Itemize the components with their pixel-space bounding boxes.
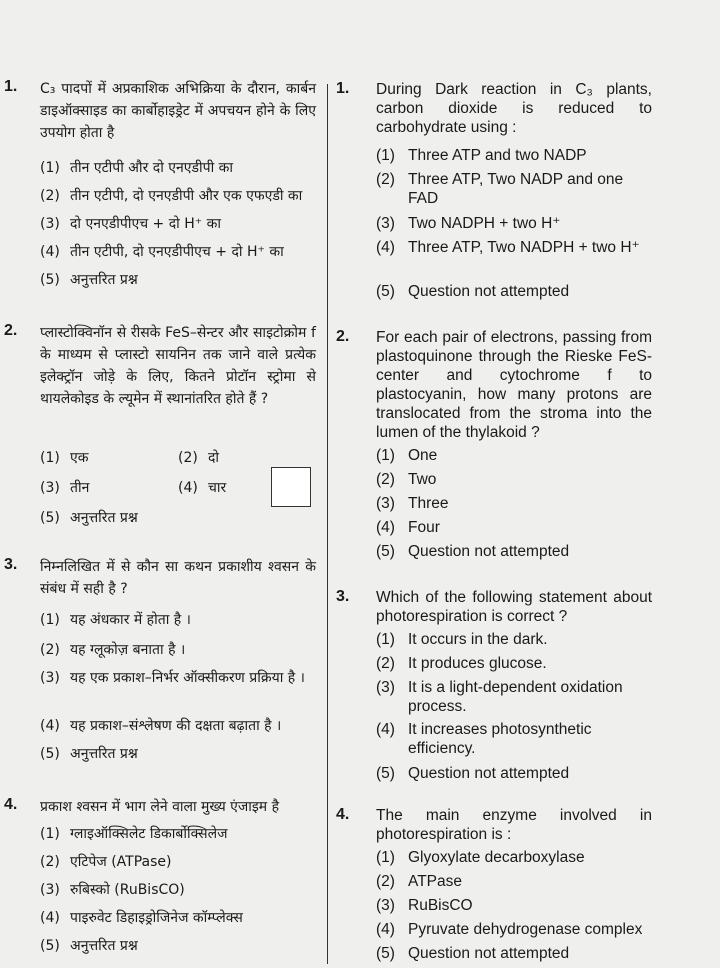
option-label: (2)	[40, 642, 60, 658]
option-text: Glyoxylate decarboxylase	[408, 849, 585, 866]
option-label: (4)	[376, 921, 395, 938]
option	[40, 158, 316, 178]
option	[40, 640, 316, 660]
option-label: (2)	[376, 471, 395, 488]
option	[40, 508, 316, 528]
option-text: It increases photosynthetic efficiency.	[408, 721, 592, 757]
option-text: दो एनएडीपीएच + दो H⁺ का	[70, 216, 221, 232]
option-label: (4)	[178, 480, 198, 496]
option	[376, 764, 652, 783]
option-text: अनुत्तरित प्रश्न	[70, 746, 138, 762]
question-number: 4.	[336, 806, 350, 823]
option	[376, 542, 652, 561]
column-divider	[327, 84, 328, 964]
option	[376, 446, 652, 465]
question-number: 1.	[4, 78, 18, 95]
option-label: (1)	[376, 147, 395, 164]
option-text: It produces glucose.	[408, 655, 547, 672]
option-text: ग्लाइऑक्सिलेट डिकार्बोक्सिलेज	[70, 826, 228, 842]
option-label: (1)	[40, 450, 60, 466]
option	[40, 478, 180, 498]
option-text: Three ATP and two NADP	[408, 147, 587, 164]
question-text: C₃ पादपों में अप्रकाशिक अभिक्रिया के दौरान, कार्बन डाइऑक्साइड का कार्बोहाइड्रेट में अपचयन होने के लिए उपयोग होता है	[40, 81, 316, 141]
question-text: The main enzyme involved in photorespiration is :	[376, 807, 652, 843]
option-label: (4)	[376, 519, 395, 536]
option	[376, 872, 652, 891]
option	[376, 848, 652, 867]
option	[40, 852, 316, 872]
option	[40, 214, 316, 234]
option-label: (5)	[40, 272, 60, 288]
option-label: (2)	[40, 188, 60, 204]
question-number: 2.	[336, 328, 350, 345]
option-text: Three	[408, 495, 449, 512]
option-label: (2)	[376, 655, 395, 672]
option-text: तीन एटीपी और दो एनएडीपी का	[70, 160, 234, 176]
option-label: (3)	[376, 495, 395, 512]
option-label: (1)	[376, 631, 395, 648]
option-text: Question not attempted	[408, 543, 570, 560]
option-text: रुबिस्को (RuBisCO)	[70, 882, 185, 898]
question-number: 3.	[336, 588, 350, 605]
question-number: 3.	[4, 556, 18, 573]
option-text: पाइरुवेट डिहाइड्रोजिनेज कॉम्प्लेक्स	[70, 910, 243, 926]
option-text: यह अंधकार में होता है ।	[70, 612, 191, 628]
option	[376, 654, 652, 673]
option	[376, 282, 652, 301]
option-label: (3)	[376, 897, 395, 914]
option-text: यह प्रकाश–संश्लेषण की दक्षता बढ़ाता है ।	[70, 718, 282, 734]
option	[376, 720, 652, 758]
question-text: निम्नलिखित में से कौन सा कथन प्रकाशीय श्वसन के संबंध में सही है ?	[40, 559, 316, 597]
option-text: एक	[70, 450, 89, 466]
option-text: Three ATP, Two NADP and one FAD	[408, 171, 624, 207]
question-text: प्लास्टोक्विनॉन से रीसके FeS–सेन्टर और साइटोक्रोम f के माध्यम से प्लास्टो सायनिन तक जाने वाले प्रत्येक इलेक्ट्रॉन जोड़े के लिए, कितने प्रोटॉन स्ट्रोमा से थायलेकोइड के ल्यूमेन में स्थानांतरित होते हैं ?	[40, 325, 316, 407]
option	[40, 448, 180, 468]
option-label: (3)	[376, 679, 395, 696]
option	[376, 944, 652, 963]
option-label: (1)	[40, 612, 60, 628]
option-label: (1)	[376, 849, 395, 866]
option-text: तीन एटीपी, दो एनएडीपीएच + दो H⁺ का	[70, 244, 284, 260]
option	[376, 896, 652, 915]
option-text: It is a light-dependent oxidation process.	[408, 679, 623, 715]
option	[376, 214, 652, 233]
option	[376, 920, 652, 939]
option	[40, 908, 316, 928]
option-label: (3)	[40, 882, 60, 898]
option-text: एटिपेज (ATPase)	[70, 854, 172, 870]
option-label: (2)	[376, 873, 395, 890]
option	[40, 880, 316, 900]
option	[178, 448, 318, 468]
option	[40, 716, 316, 736]
option-label: (2)	[40, 854, 60, 870]
option-text: चार	[208, 480, 227, 496]
option	[40, 824, 316, 844]
option	[40, 242, 316, 262]
option	[40, 668, 316, 688]
option	[40, 936, 316, 956]
question-text: प्रकाश श्वसन में भाग लेने वाला मुख्य एंजाइम है	[40, 799, 280, 815]
question-text: Which of the following statement about photorespiration is correct ?	[376, 589, 652, 625]
option	[376, 146, 652, 165]
option	[376, 494, 652, 513]
option-text: अनुत्तरित प्रश्न	[70, 272, 138, 288]
option	[40, 744, 316, 764]
question-number: 1.	[336, 80, 350, 97]
option-label: (5)	[376, 543, 395, 560]
option-text: RuBisCO	[408, 897, 473, 914]
option-label: (5)	[40, 938, 60, 954]
option-label: (5)	[376, 283, 395, 300]
option-label: (3)	[40, 480, 60, 496]
option-label: (3)	[40, 216, 60, 232]
option-text: Question not attempted	[408, 765, 570, 782]
option-label: (3)	[376, 215, 395, 232]
option-text: Question not attempted	[408, 945, 570, 962]
question-number: 4.	[4, 796, 18, 813]
option-text: यह एक प्रकाश–निर्भर ऑक्सीकरण प्रक्रिया है ।	[70, 670, 305, 686]
option	[40, 610, 316, 630]
option-text: अनुत्तरित प्रश्न	[70, 510, 138, 526]
option-label: (2)	[178, 450, 198, 466]
option-text: One	[408, 447, 438, 464]
option-text: अनुत्तरित प्रश्न	[70, 938, 138, 954]
option	[376, 238, 652, 257]
option	[376, 170, 652, 208]
option	[376, 470, 652, 489]
option-label: (2)	[376, 171, 395, 188]
option-text: It occurs in the dark.	[408, 631, 548, 648]
option-label: (3)	[40, 670, 60, 686]
option	[376, 518, 652, 537]
option-text: तीन एटीपी, दो एनएडीपी और एक एफएडी का	[70, 188, 303, 204]
option-label: (5)	[40, 746, 60, 762]
qr-code-image	[271, 467, 311, 507]
option-label: (4)	[40, 244, 60, 260]
question-text: During Dark reaction in C₃ plants, carbon dioxide is reduced to carbohydrate using :	[376, 81, 652, 136]
option-text: दो	[208, 450, 220, 466]
question-text: For each pair of electrons, passing from plastoquinone through the Rieske FeS-center and cytochrome f to plastocyanin, how many protons are translocated from the stroma into the lumen of the thylakoid ?	[376, 329, 652, 441]
option-label: (5)	[376, 765, 395, 782]
option-label: (4)	[40, 910, 60, 926]
option-text: ATPase	[408, 873, 462, 890]
option-label: (1)	[40, 160, 60, 176]
option-label: (5)	[376, 945, 395, 962]
option-label: (5)	[40, 510, 60, 526]
option-label: (1)	[376, 447, 395, 464]
option-text: Four	[408, 519, 440, 536]
option	[40, 270, 316, 290]
option	[376, 630, 652, 649]
option-text: Two	[408, 471, 437, 488]
option-text: यह ग्लूकोज़ बनाता है ।	[70, 642, 186, 658]
option-text: Pyruvate dehydrogenase complex	[408, 921, 643, 938]
option-text: Two NADPH + two H⁺	[408, 215, 561, 232]
option-label: (1)	[40, 826, 60, 842]
option-label: (4)	[40, 718, 60, 734]
option-text: Three ATP, Two NADPH + two H⁺	[408, 239, 640, 256]
option-label: (4)	[376, 721, 395, 738]
option	[376, 678, 652, 716]
option-text: तीन	[70, 480, 90, 496]
option-text: Question not attempted	[408, 283, 570, 300]
option-label: (4)	[376, 239, 395, 256]
question-number: 2.	[4, 322, 18, 339]
option	[40, 186, 316, 206]
